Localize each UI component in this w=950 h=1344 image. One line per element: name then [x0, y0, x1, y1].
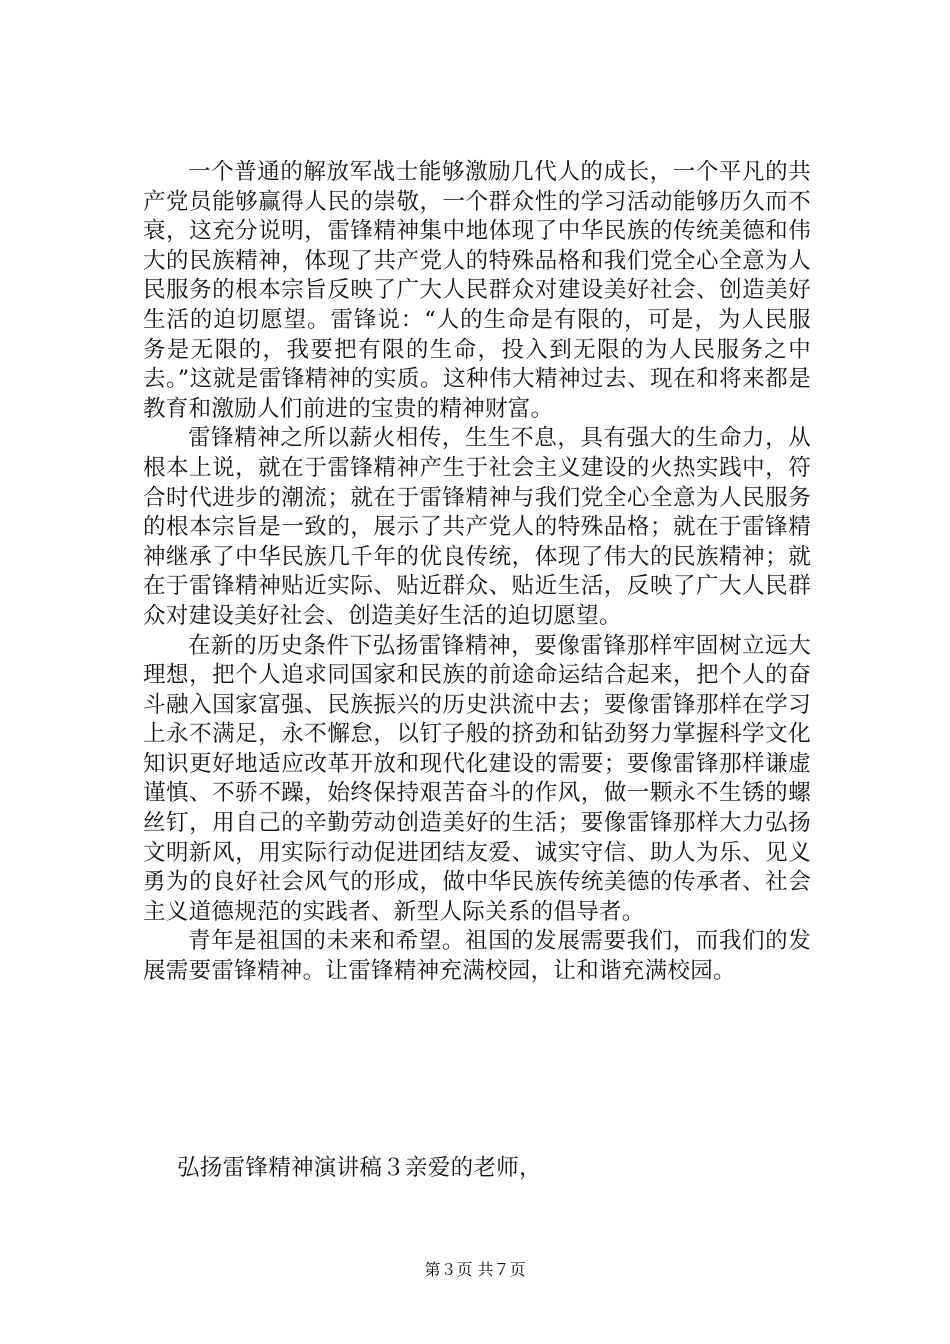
paragraph-1: 一个普通的解放军战士能够激励几代人的成长，一个平凡的共产党员能够赢得人民的崇敬，一个群众性的学习活动能够历久而不衰，这充分说明，雷锋精神集中地体现了中华民族的传统美德和伟大的民族精神，体现了共产党人的特殊品格和我们党全心全意为人民服务的根本宗旨反映了广大人民群众对建设美好社会、创造美好生活的迫切愿望。雷锋说：“人的生命是有限的，可是，为人民服务是无限的，我要把有限的生命，投入到无限的为人民服务之中去。”这就是雷锋精神的实质。这种伟大精神过去、现在和将来都是教育和激励人们前进的宝贵的精神财富。 — [143, 159, 811, 422]
paragraph-3: 在新的历史条件下弘扬雷锋精神，要像雷锋那样牢固树立远大理想，把个人追求同国家和民族的前途命运结合起来，把个人的奋斗融入国家富强、民族振兴的历史洪流中去；要像雷锋那样在学习上永不满足，永不懈怠，以钉子般的挤劲和钻劲努力掌握科学文化知识更好地适应改革开放和现代化建设的需要；要像雷锋那样谦虚谨慎、不骄不躁，始终保持艰苦奋斗的作风，做一颗永不生锈的螺丝钉，用自己的辛勤劳动创造美好的生活；要像雷锋那样大力弘扬文明新风，用实际行动促进团结友爱、诚实守信、助人为乐、见义勇为的良好社会风气的形成，做中华民族传统美德的传承者、社会主义道德规范的实践者、新型人际关系的倡导者。 — [143, 632, 811, 925]
page-footer — [0, 1260, 950, 1280]
page-number-label: 第３页 共７页 — [424, 1260, 526, 1279]
next-section-line: 弘扬雷锋精神演讲稿３亲爱的老师， — [177, 1155, 542, 1181]
paragraph-4: 青年是祖国的未来和希望。祖国的发展需要我们，而我们的发展需要雷锋精神。让雷锋精神充满校园，让和谐充满校园。 — [143, 928, 811, 985]
paragraph-2: 雷锋精神之所以薪火相传，生生不息，具有强大的生命力，从根本上说，就在于雷锋精神产生于社会主义建设的火热实践中，符合时代进步的潮流；就在于雷锋精神与我们党全心全意为人民服务的根本宗旨是一致的，展示了共产党人的特殊品格；就在于雷锋精神继承了中华民族几千年的优良传统，体现了伟大的民族精神；就在于雷锋精神贴近实际、贴近群众、贴近生活，反映了广大人民群众对建设美好社会、创造美好生活的迫切愿望。 — [143, 425, 811, 629]
body-text — [143, 158, 811, 987]
